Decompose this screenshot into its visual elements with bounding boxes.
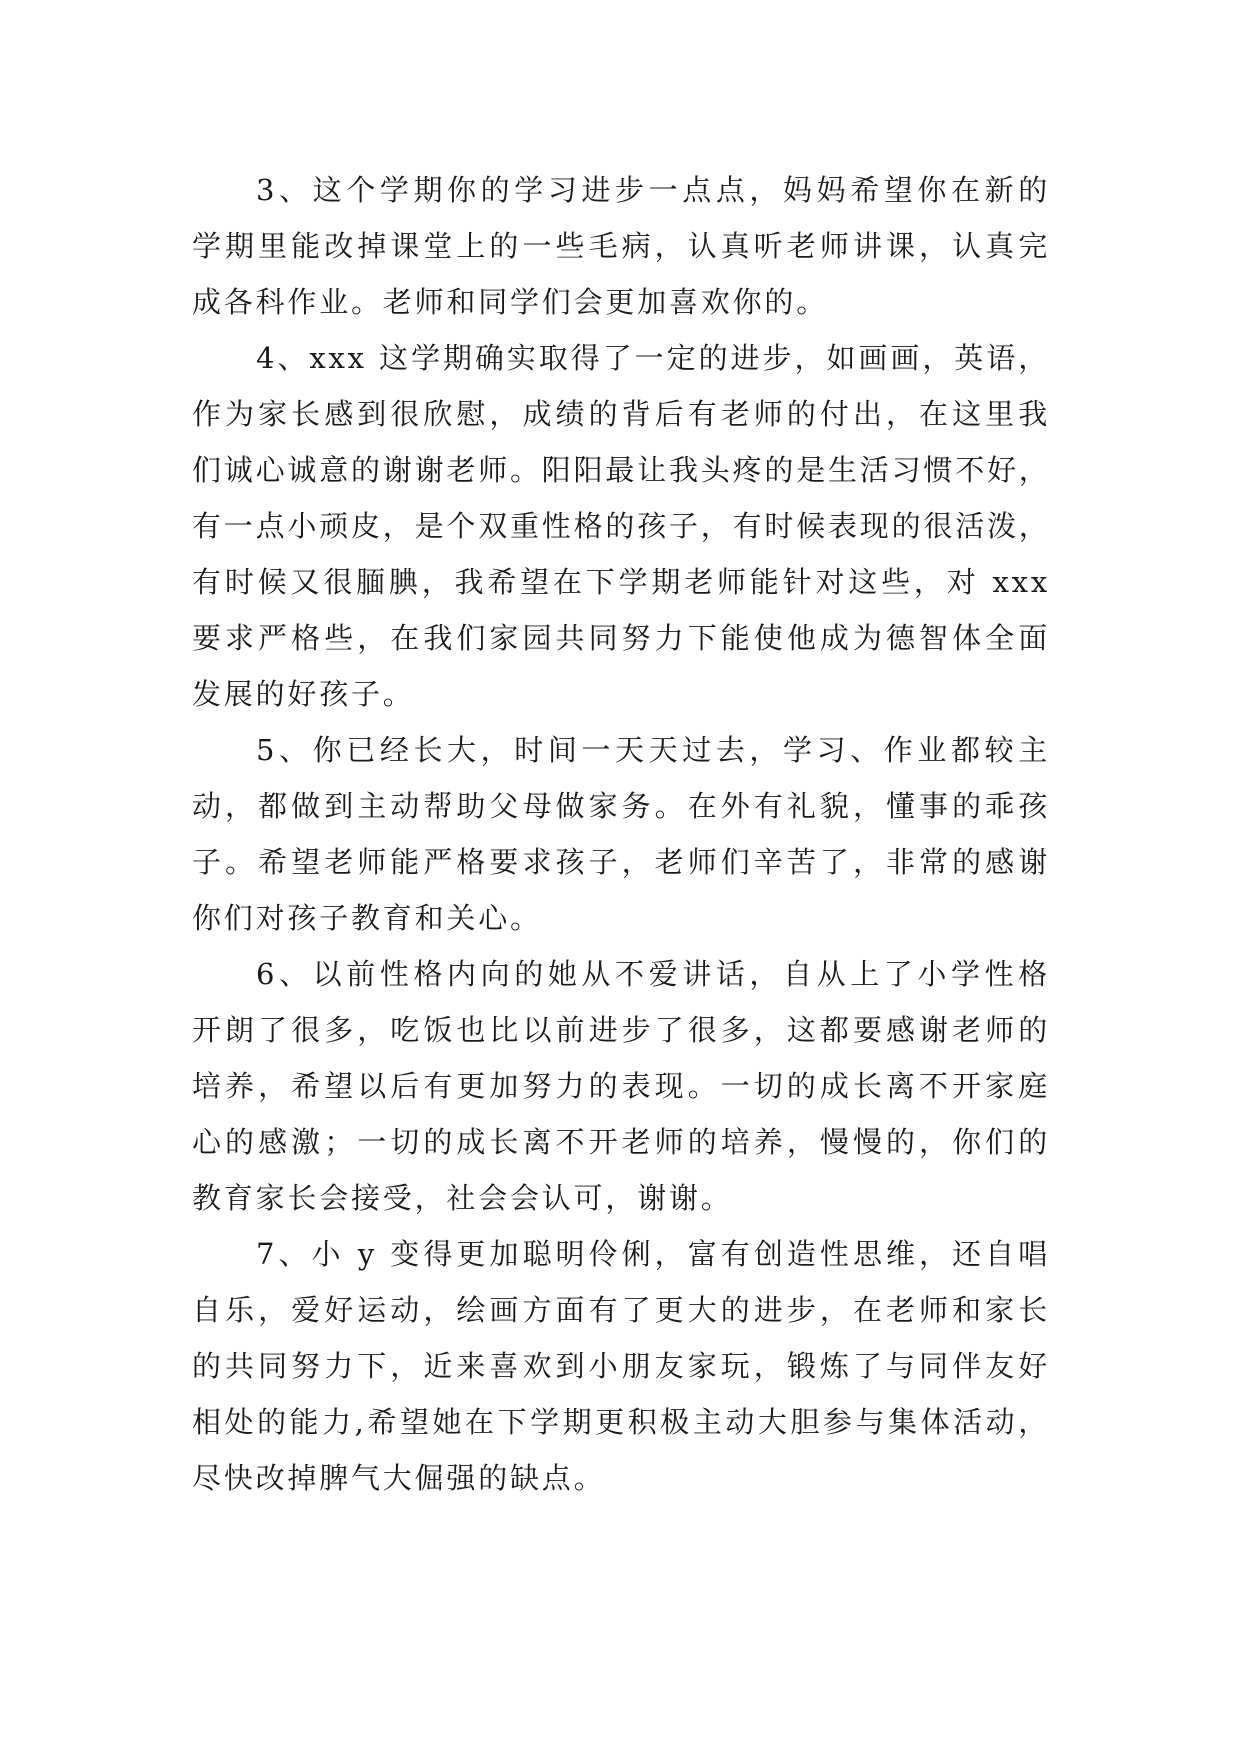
paragraph-7 [192, 1226, 1050, 1506]
paragraph-line: 作为家长感到很欣慰，成绩的背后有老师的付出，在这里我 [192, 397, 1050, 431]
paragraph-line: 自乐，爱好运动，绘画方面有了更大的进步，在老师和家长 [192, 1293, 1050, 1327]
paragraph-line: 5、你已经长大，时间一天天过去，学习、作业都较主 [256, 733, 1050, 767]
paragraph-line: 6、以前性格内向的她从不爱讲话，自从上了小学性格 [256, 957, 1050, 991]
document-body [192, 162, 1050, 1506]
paragraph-line: 动，都做到主动帮助父母做家务。在外有礼貌，懂事的乖孩 [192, 789, 1050, 823]
paragraph-line: 相处的能力,希望她在下学期更积极主动大胆参与集体活动， [192, 1405, 1050, 1439]
paragraph-line: 7、小 y 变得更加聪明伶俐，富有创造性思维，还自唱 [256, 1237, 1050, 1271]
paragraph-5 [192, 722, 1050, 946]
paragraph-line: 发展的好孩子。 [192, 677, 415, 711]
paragraph-line: 子。希望老师能严格要求孩子，老师们辛苦了，非常的感谢 [192, 845, 1050, 879]
paragraph-line: 的共同努力下，近来喜欢到小朋友家玩，锻炼了与同伴友好 [192, 1349, 1050, 1383]
paragraph-line: 们诚心诚意的谢谢老师。阳阳最让我头疼的是生活习惯不好， [192, 453, 1051, 487]
paragraph-line: 开朗了很多，吃饭也比以前进步了很多，这都要感谢老师的 [192, 1013, 1050, 1047]
paragraph-4 [192, 330, 1050, 722]
paragraph-line: 有一点小顽皮，是个双重性格的孩子，有时候表现的很活泼， [192, 509, 1051, 543]
paragraph-line: 尽快改掉脾气大倔强的缺点。 [192, 1461, 606, 1495]
paragraph-line: 学期里能改掉课堂上的一些毛病，认真听老师讲课，认真完 [192, 229, 1050, 263]
paragraph-3 [192, 162, 1050, 330]
paragraph-line: 有时候又很腼腆，我希望在下学期老师能针对这些，对 xxx [192, 565, 1050, 599]
paragraph-line: 成各科作业。老师和同学们会更加喜欢你的。 [192, 285, 829, 319]
paragraph-line: 心的感激；一切的成长离不开老师的培养，慢慢的，你们的 [192, 1125, 1050, 1159]
paragraph-line: 要求严格些，在我们家园共同努力下能使他成为德智体全面 [192, 621, 1050, 655]
paragraph-line: 教育家长会接受，社会会认可，谢谢。 [192, 1181, 733, 1215]
paragraph-line: 3、这个学期你的学习进步一点点，妈妈希望你在新的 [256, 173, 1050, 207]
paragraph-line: 培养，希望以后有更加努力的表现。一切的成长离不开家庭 [192, 1069, 1050, 1103]
paragraph-6 [192, 946, 1050, 1226]
paragraph-line: 你们对孩子教育和关心。 [192, 901, 542, 935]
paragraph-line: 4、xxx 这学期确实取得了一定的进步，如画画，英语， [256, 341, 1050, 375]
